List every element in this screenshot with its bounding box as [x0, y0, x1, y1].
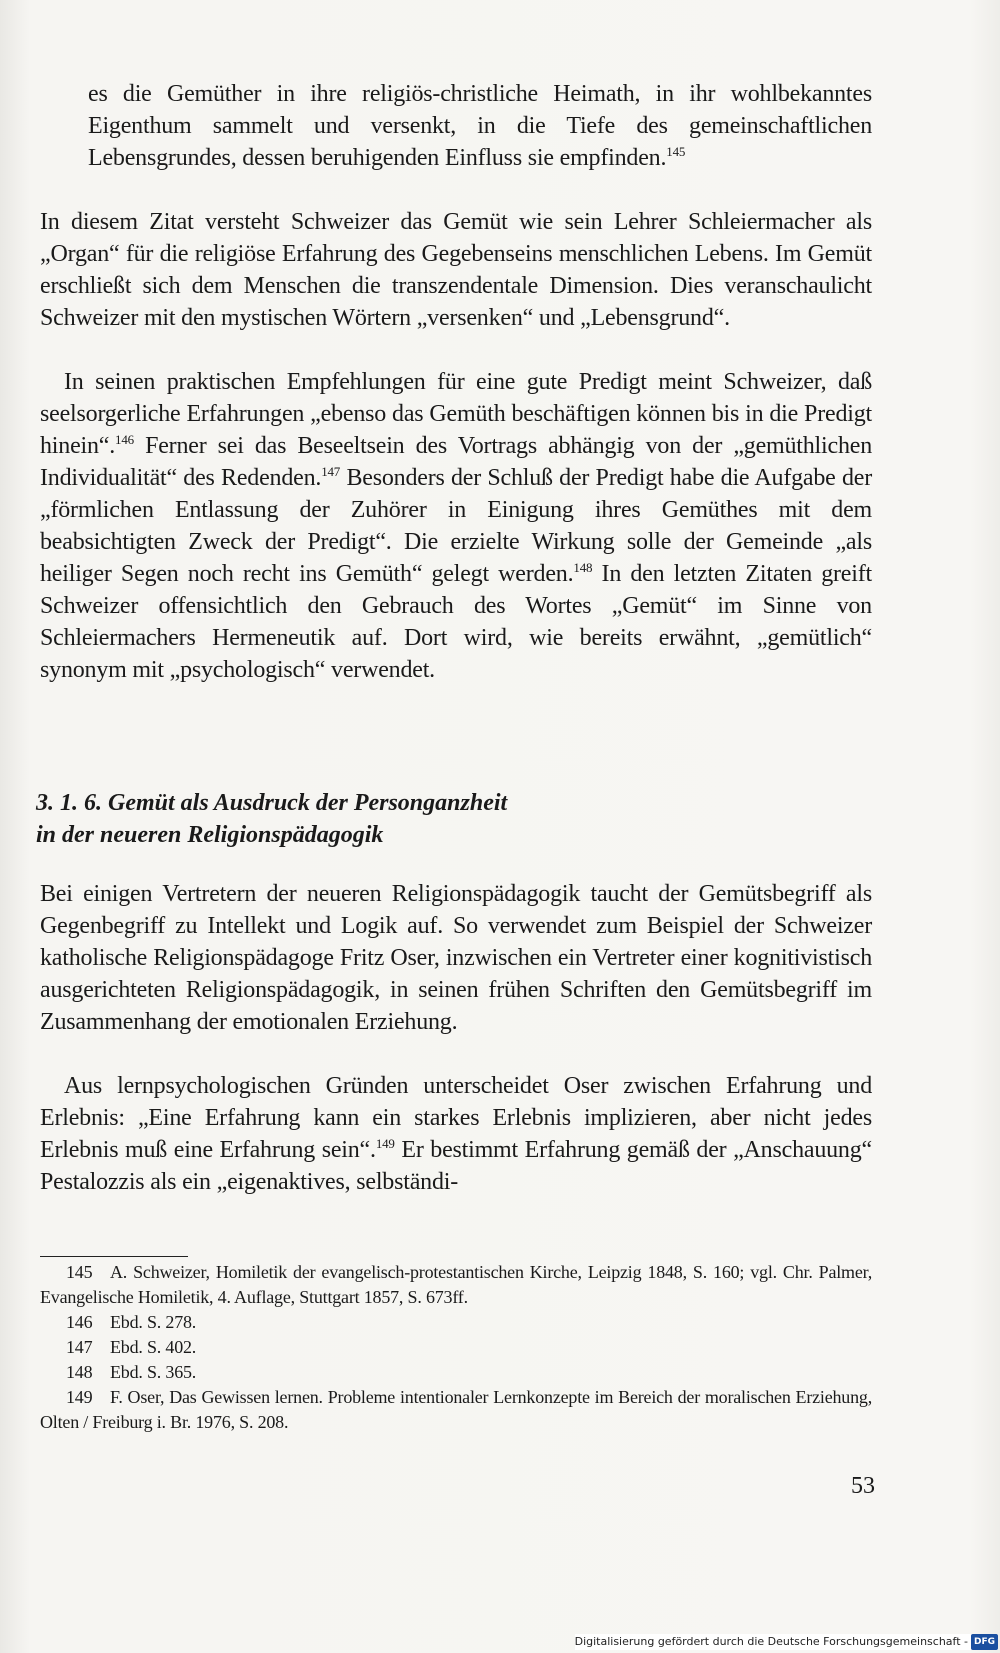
section-heading-line-1: 3. 1. 6. Gemüt als Ausdruck der Personganzheit: [36, 790, 508, 816]
dfg-logo: DFG: [971, 1634, 998, 1650]
quote-text: es die Gemüther in ihre religiös-christliche Heimath, in ihr wohlbekanntes Eigenthum sammelt und versenkt, in die Tiefe des gemeinschaftlichen Lebensgrundes, dessen beruhigenden Einfluss sie empfinden.: [88, 81, 872, 171]
footnote-ref-148[interactable]: 148: [573, 560, 593, 575]
block-quote: [88, 78, 872, 174]
paragraph-3: Bei einigen Vertretern der neueren Religionspädagogik taucht der Gemütsbegriff als Gegenbegriff zu Intellekt und Logik auf. So verwendet zum Beispiel der Schweizer katholische Religionspädagoge Fritz Oser, inzwischen ein Vertreter einer kognitivistisch ausgerichteten Religionspädagogik, in seinen frühen Schriften den Gemütsbegriff im Zusammenhang der emotionalen Erziehung.: [40, 881, 872, 1035]
section-heading-line-2: in der neueren Religionspädagogik: [36, 822, 384, 848]
footnote-ref-145[interactable]: 145: [666, 144, 686, 159]
digitization-footer: [575, 1634, 998, 1650]
footnote-145: 145 A. Schweizer, Homiletik der evangelisch-protestantischen Kirche, Leipzig 1848, S. 160; vgl. Chr. Palmer, Evangelische Homiletik, 4. Auflage, Stuttgart 1857, S. 673ff.: [40, 1262, 872, 1307]
footnote-146: 146 Ebd. S. 278.: [66, 1312, 197, 1332]
footnotes: [40, 1260, 872, 1435]
footnote-ref-149[interactable]: 149: [375, 1136, 395, 1151]
footnote-147: 147 Ebd. S. 402.: [66, 1337, 197, 1357]
footnote-149: 149 F. Oser, Das Gewissen lernen. Probleme intentionaler Lernkonzepte im Bereich der moralischen Erziehung, Olten / Freiburg i. Br. 1976, S. 208.: [40, 1387, 872, 1432]
footnote-ref-146[interactable]: 146: [115, 432, 134, 447]
paragraph-1: In diesem Zitat versteht Schweizer das Gemüt wie sein Lehrer Schleiermacher als „Organ“ für die religiöse Erfahrung des Gegebenseins menschlichen Lebens. Im Gemüt erschließt sich dem Menschen die transzendentale Dimension. Dies veranschaulicht Schweizer mit den mystischen Wörtern „versenken“ und „Lebensgrund“.: [40, 209, 872, 331]
section-heading: [36, 787, 836, 851]
paragraph-2: In seinen praktischen Empfehlungen für eine gute Predigt meint Schweizer, daß seelsorgerliche Erfahrungen „ebenso das Gemüth beschäftigen können bis in die Predigt hinein“.$^{146}$ Ferner sei das Beseeltsein des Vortrags abhängig von der „gemüthlichen Individualität“ des Redenden.$^{147}$ Besonders der Schluß der Predigt habe die Aufgabe der „förmlichen Entlassung der Zuhörer in Einigung ihres Gemüthes mit dem beabsichtigten Zweck der Predigt“. Die erzielte Wirkung solle der Gemeinde „als heiliger Segen noch recht ins Gemüth“ gelegt werden.$^{148}$ In den letzten Zitaten greift Schweizer offensichtlich den Gebrauch des Wortes „Gemüt“ im Sinne von Schleiermachers Hermeneutik auf. Dort wird, wie bereits erwähnt, „gemütlich“ synonym mit „psychologisch“ verwendet.: [40, 369, 872, 683]
footer-text: Digitalisierung gefördert durch die Deutsche Forschungsgemeinschaft -: [574, 1635, 968, 1648]
paragraph-4: Aus lernpsychologischen Gründen unterscheidet Oser zwischen Erfahrung und Erlebnis: „Eine Erfahrung kann ein starkes Erlebnis implizieren, aber nicht jedes Erlebnis muß eine Erfahrung sein“.$^{149}$ Er bestimmt Erfahrung gemäß der „Anschauung“ Pestalozzis als ein „eigenaktives, selbständi-: [40, 1073, 872, 1195]
page-number: 53: [851, 1473, 875, 1499]
footnote-148: 148 Ebd. S. 365.: [66, 1362, 197, 1382]
footnote-divider: [40, 1256, 188, 1257]
footnote-ref-147[interactable]: 147: [321, 464, 341, 479]
